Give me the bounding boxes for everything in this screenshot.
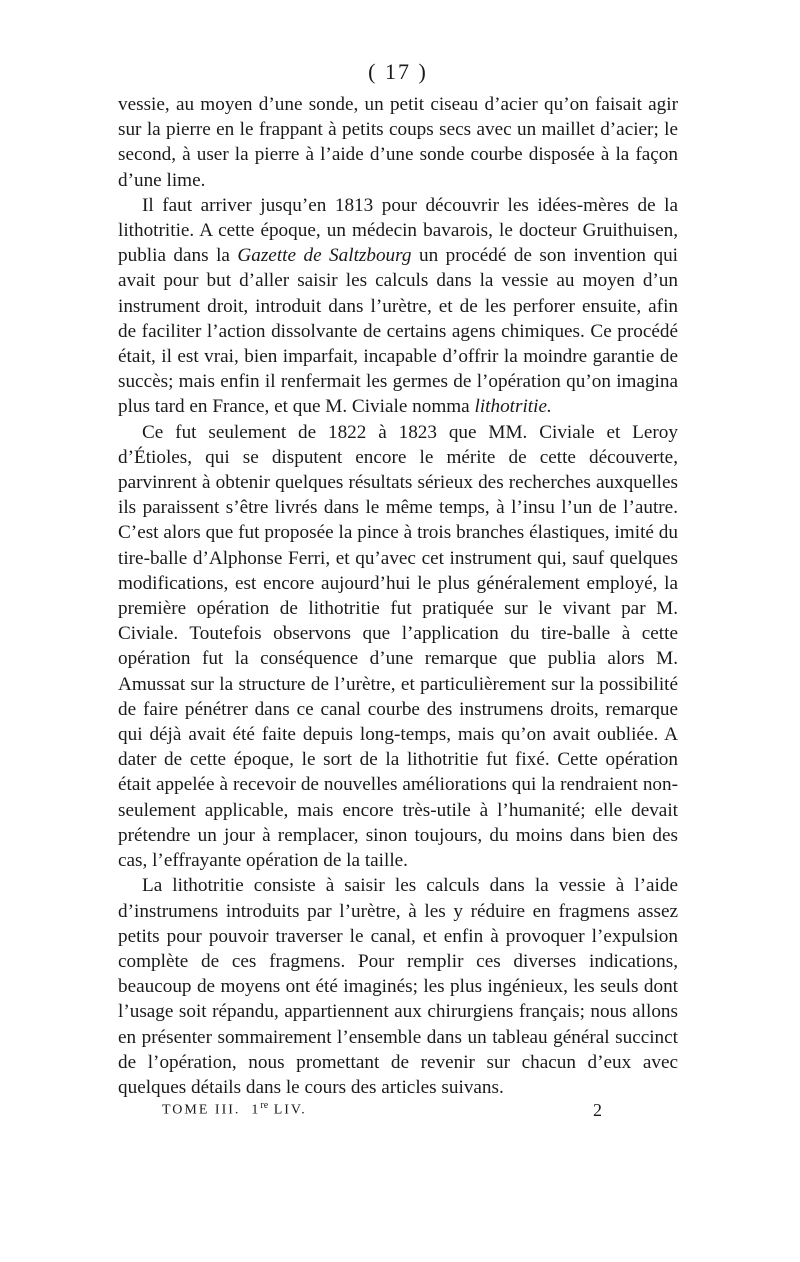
text-run: un procédé de son invention qui avait pour but d’aller saisir les calculs dans la vessie au moyen d’un instrument droit, introduit dans l’urètre, et de les perforer ensuite, afin de faciliter l’action dissolvante de certains agens chimiques. Ce procédé était, il est vrai, bien imparfait, incapable d’offrir la moindre garantie de succès; mais enfin il renfermait les germes de l’opération qu’on imagina plus tard en France, et que M. Civiale nomma [118, 245, 678, 418]
paragraph-3 [118, 420, 678, 874]
paragraph-4 [118, 873, 678, 1100]
footer-livraison-number: 1 [251, 1102, 261, 1118]
footer-volume [162, 1100, 307, 1121]
text-run: Il faut arriver jusqu’en 1813 pour découvrir les idées-mères de la lithotritie. A cette époque, un médecin bavarois, le docteur Gruithuisen, publia dans la [118, 194, 678, 267]
footer-livraison-label: LIV. [273, 1102, 307, 1118]
page-number: ( 17 ) [368, 59, 428, 84]
text-run: La lithotritie consiste à saisir les calculs dans la vessie à l’aide d’instrumens introduits par l’urètre, à les y réduire en fragmens assez petits pour pouvoir traverser le canal, et enfin à provoquer l’expulsion complète de ces fragmens. Pour remplir ces diverses indications, beaucoup de moyens ont été imaginés; les plus ingénieux, les seuls dont l’usage soit répandu, appartiennent aux chirurgiens français; nous allons en présenter sommairement l’ensemble dans un tableau général succinct de l’opération, nous promettant de revenir sur chacun d’eux avec quelques détails dans le cours des articles suivans. [118, 875, 678, 1098]
footer-livraison-sup: re [260, 1100, 269, 1111]
text-run: Ce fut seulement de 1822 à 1823 que MM. Civiale et Leroy d’Étioles, qui se disputent encore le mérite de cette découverte, parvinrent à obtenir quelques résultats sérieux des recherches auxquelles ils paraissent s’être livrés dans le même temps, à l’insu l’un de l’autre. C’est alors que fut proposée la pince à trois branches élastiques, imité du tire-balle d’Alphonse Ferri, et qu’avec cet instrument qui, sauf quelques modifications, est encore aujourd’hui le plus généralement employé, la première opération de lithotritie fut pratiquée sur le vivant par M. Civiale. Toutefois observons que l’application du tire-balle à cette opération fut la conséquence d’une remarque que publia alors M. Amussat sur la structure de l’urètre, et particulièrement sur la possibilité de faire pénétrer dans ce canal courbe des instrumens droits, remarque qui déjà avait été faite depuis long-temps, mais qu’on avait oubliée. A dater de cette époque, le sort de la lithotritie fut fixé. Cette opération était appelée à recevoir de nouvelles améliorations qui la rendraient non-seulement applicable, mais encore très-utile à l’humanité; elle devait prétendre un jour à remplacer, sinon toujours, du moins dans bien des cas, l’effrayante opération de la taille. [118, 421, 678, 872]
text-run: vessie, au moyen d’une sonde, un petit ciseau d’acier qu’on faisait agir sur la pierre en le frappant à petits coups secs avec un maillet d’acier; le second, à user la pierre à l’aide d’une sonde courbe disposée à la façon d’une lime. [118, 94, 678, 191]
body-text [118, 92, 678, 1100]
document-page [118, 58, 678, 1100]
italic-text: Gazette de Saltzbourg [237, 245, 412, 267]
footer-tome: TOME III. [162, 1102, 241, 1118]
page-footer [162, 1100, 602, 1121]
paragraph-2 [118, 193, 678, 420]
italic-text: lithotritie. [474, 396, 552, 418]
signature-mark: 2 [593, 1100, 602, 1120]
paragraph-1 [118, 92, 678, 193]
